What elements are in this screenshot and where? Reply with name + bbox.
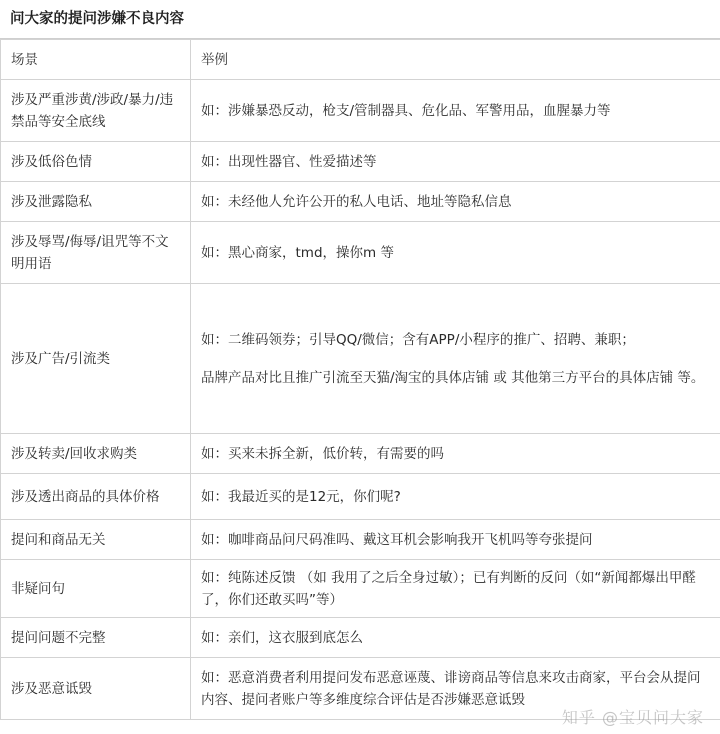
example-text: 如：我最近买的是12元，你们呢? bbox=[201, 488, 401, 505]
scene-cell: 涉及辱骂/侮辱/诅咒等不文明用语 bbox=[1, 222, 191, 284]
rules-table bbox=[0, 39, 720, 720]
scene-cell: 涉及广告/引流类 bbox=[1, 284, 191, 434]
table-row bbox=[1, 284, 720, 434]
example-cell bbox=[191, 182, 720, 222]
example-text: 如：恶意消费者利用提问发布恶意诬蔑、诽谤商品等信息来攻击商家，平台会从提问内容、提问者账户等多维度综合评估是否涉嫌恶意诋毁 bbox=[201, 669, 701, 708]
scene-cell: 提问问题不完整 bbox=[1, 618, 191, 658]
header-example: 举例 bbox=[191, 40, 720, 80]
table-row bbox=[1, 80, 720, 142]
example-text: 如：涉嫌暴恐反动，枪支/管制器具、危化品、军警用品，血腥暴力等 bbox=[201, 102, 611, 119]
example-text: 如：咖啡商品问尺码准吗、戴这耳机会影响我开飞机吗等夸张提问 bbox=[201, 531, 593, 548]
scene-cell: 非疑问句 bbox=[1, 560, 191, 618]
table-row bbox=[1, 520, 720, 560]
table-row bbox=[1, 560, 720, 618]
table-row bbox=[1, 434, 720, 474]
table-row bbox=[1, 142, 720, 182]
example-text: 如：纯陈述反馈 （如 我用了之后全身过敏）；已有判断的反问（如“新闻都爆出甲醛了，你们还敢买吗”等） bbox=[201, 569, 696, 608]
scene-cell: 涉及低俗色情 bbox=[1, 142, 191, 182]
example-cell bbox=[191, 142, 720, 182]
example-cell bbox=[191, 474, 720, 520]
example-text: 如：出现性器官、性爱描述等 bbox=[201, 153, 377, 170]
example-text: 如：二维码领券；引导QQ/微信；含有APP/小程序的推广、招聘、兼职； bbox=[201, 331, 635, 348]
header-scene: 场景 bbox=[1, 40, 191, 80]
example-cell bbox=[191, 434, 720, 474]
example-text: 如：亲们，这衣服到底怎么 bbox=[201, 629, 363, 646]
example-cell bbox=[191, 222, 720, 284]
example-cell bbox=[191, 80, 720, 142]
scene-cell: 涉及透出商品的具体价格 bbox=[1, 474, 191, 520]
table-row bbox=[1, 474, 720, 520]
table-row bbox=[1, 182, 720, 222]
example-cell bbox=[191, 284, 720, 434]
page-title: 问大家的提问涉嫌不良内容 bbox=[0, 0, 720, 39]
scene-cell: 涉及泄露隐私 bbox=[1, 182, 191, 222]
scene-cell: 涉及严重涉黄/涉政/暴力/违禁品等安全底线 bbox=[1, 80, 191, 142]
table-header-row bbox=[1, 40, 720, 80]
example-text: 品牌产品对比且推广引流至天猫/淘宝的具体店铺 或 其他第三方平台的具体店铺 等。 bbox=[201, 369, 705, 386]
example-cell bbox=[191, 658, 720, 720]
table-row bbox=[1, 658, 720, 720]
example-cell bbox=[191, 618, 720, 658]
example-text: 如：黑心商家，tmd，操你m 等 bbox=[201, 244, 394, 261]
table-row bbox=[1, 618, 720, 658]
scene-cell: 提问和商品无关 bbox=[1, 520, 191, 560]
scene-cell: 涉及转卖/回收求购类 bbox=[1, 434, 191, 474]
table-row bbox=[1, 222, 720, 284]
scene-cell: 涉及恶意诋毁 bbox=[1, 658, 191, 720]
watermark: 知乎 @宝贝问大家 bbox=[561, 708, 704, 727]
table-body bbox=[1, 80, 720, 720]
example-cell bbox=[191, 560, 720, 618]
example-text: 如：买来未拆全新，低价转，有需要的吗 bbox=[201, 445, 444, 462]
example-text: 如：未经他人允许公开的私人电话、地址等隐私信息 bbox=[201, 193, 512, 210]
example-cell bbox=[191, 520, 720, 560]
